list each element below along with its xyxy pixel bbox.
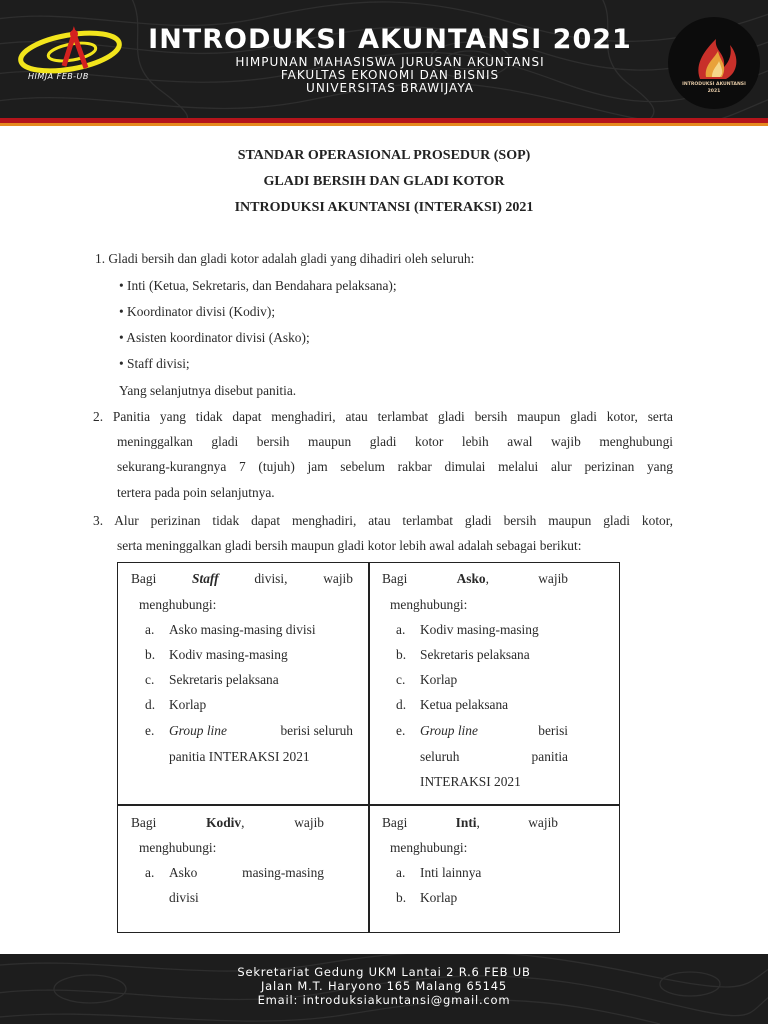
himja-logo-text: HIMJA FEB-UB — [28, 72, 89, 81]
interaksi-logo — [668, 17, 760, 109]
kodiv-suffix: , — [241, 815, 245, 830]
asko-item-a: Kodiv masing-masing — [420, 622, 539, 637]
staff-wajib: wajib — [323, 571, 353, 586]
footer-address-line-2: Jalan M.T. Haryono 165 Malang 65145 — [260, 979, 508, 993]
staff-item-e-line-1 — [169, 718, 353, 743]
item-3-line-1: 3. Alur perizinan tidak dapat menghadiri, atau terlambat gladi bersih maupun gladi kotor, — [93, 513, 673, 528]
header-banner — [0, 0, 768, 118]
item-1-text: 1. Gladi bersih dan gladi kotor adalah gladi yang dihadiri oleh seluruh: — [95, 251, 475, 266]
header-title: INTRODUKSI AKUNTANSI 2021 — [148, 24, 632, 55]
inti-item-a: Inti lainnya — [420, 865, 482, 880]
footer-address-line-1: Sekretariat Gedung UKM Lantai 2 R.6 FEB UB — [237, 965, 531, 979]
inti-item-a-marker: a. — [396, 865, 406, 880]
staff-item-b: Kodiv masing-masing — [169, 647, 288, 662]
item-1-bullet-2: • Koordinator divisi (Kodiv); — [119, 304, 276, 319]
interaksi-logo-text-1: INTRODUKSI AKUNTANSI — [682, 82, 746, 87]
flame-emblem-icon — [668, 17, 760, 109]
asko-item-e-marker: e. — [396, 723, 406, 738]
asko-wajib: wajib — [538, 571, 568, 586]
staff-bagi: Bagi — [131, 571, 157, 586]
inti-item-b-marker: b. — [396, 890, 407, 905]
doc-title-line-2: GLADI BERSIH DAN GLADI KOTOR — [263, 174, 505, 189]
inti-item-b: Korlap — [420, 890, 458, 905]
staff-header-line — [131, 566, 353, 591]
asko-suffix: , — [485, 571, 489, 586]
asko-item-d-marker: d. — [396, 697, 407, 712]
asko-item-d: Ketua pelaksana — [420, 697, 509, 712]
staff-item-e-marker: e. — [145, 723, 155, 738]
header-subtitle-3: UNIVERSITAS BRAWIJAYA — [306, 81, 474, 95]
item-1-bullet-1: • Inti (Ketua, Sekretaris, dan Bendahara pelaksana); — [119, 278, 397, 293]
footer-email: Email: introduksiakuntansi@gmail.com — [257, 993, 511, 1007]
interaksi-logo-text-2: 2021 — [707, 89, 721, 94]
header-stripe-orange — [0, 123, 768, 126]
staff-item-e-italic: Group line — [169, 723, 227, 738]
kodiv-item-a-line-2: divisi — [169, 890, 199, 905]
table-column-divider — [368, 562, 370, 933]
staff-item-d-marker: d. — [145, 697, 156, 712]
asko-item-c-marker: c. — [396, 672, 406, 687]
kodiv-item-a-line-1: Asko masing-masing — [169, 865, 324, 880]
header-subtitle-2: FAKULTAS EKONOMI DAN BISNIS — [280, 68, 500, 82]
staff-item-a-marker: a. — [145, 622, 155, 637]
header-subtitle-1: HIMPUNAN MAHASISWA JURUSAN AKUNTANSI — [235, 55, 545, 69]
asko-item-e-line-1 — [420, 718, 568, 743]
staff-item-e-rest1: berisi seluruh — [280, 723, 353, 738]
asko-item-c: Korlap — [420, 672, 458, 687]
inti-bagi: Bagi — [382, 815, 408, 830]
asko-menghubungi: menghubungi: — [390, 597, 468, 612]
staff-menghubungi: menghubungi: — [139, 597, 217, 612]
asko-item-e-rest1: berisi — [538, 723, 568, 738]
asko-bagi: Bagi — [382, 571, 408, 586]
item-1-bullet-3: • Asisten koordinator divisi (Asko); — [119, 330, 310, 345]
item-3-line-2: serta meninggalkan gladi bersih maupun gladi kotor lebih awal adalah sebagai berikut: — [117, 538, 582, 553]
item-2-line-3: sekurang-kurangnya 7 (tujuh) jam sebelum rakbar dimulai melalui alur perizinan yang — [117, 459, 673, 474]
item-1-bullet-4: • Staff divisi; — [119, 356, 190, 371]
asko-item-e-line-3: INTERAKSI 2021 — [420, 774, 521, 789]
staff-role: Staff — [192, 571, 219, 586]
inti-role: Inti — [455, 815, 477, 830]
asko-item-a-marker: a. — [396, 622, 406, 637]
staff-item-d: Korlap — [169, 697, 207, 712]
asko-item-b-marker: b. — [396, 647, 407, 662]
kodiv-role: Kodiv — [206, 815, 242, 830]
item-2-line-1: 2. Panitia yang tidak dapat menghadiri, atau terlambat gladi bersih maupun gladi kotor, serta — [93, 409, 673, 424]
doc-title-line-3: INTRODUKSI AKUNTANSI (INTERAKSI) 2021 — [234, 200, 534, 215]
kodiv-menghubungi: menghubungi: — [139, 840, 217, 855]
staff-item-a: Asko masing-masing divisi — [169, 622, 316, 637]
footer-banner — [0, 954, 768, 1024]
kodiv-bagi: Bagi — [131, 815, 157, 830]
inti-wajib: wajib — [528, 815, 558, 830]
table-row-divider — [117, 804, 620, 806]
item-2-line-2: meninggalkan gladi bersih maupun gladi kotor lebih awal wajib menghubungi — [117, 434, 673, 449]
staff-item-c-marker: c. — [145, 672, 155, 687]
staff-item-c: Sekretaris pelaksana — [169, 672, 279, 687]
item-2-line-4: tertera pada poin selanjutnya. — [117, 485, 275, 500]
item-1-after: Yang selanjutnya disebut panitia. — [119, 383, 297, 398]
asko-item-e-line-2: seluruh panitia — [420, 749, 568, 764]
staff-item-b-marker: b. — [145, 647, 156, 662]
kodiv-item-a-marker: a. — [145, 865, 155, 880]
doc-title-line-1: STANDAR OPERASIONAL PROSEDUR (SOP) — [237, 148, 531, 163]
staff-suffix: divisi, — [254, 571, 288, 586]
asko-header-line — [382, 566, 568, 591]
asko-item-e-italic: Group line — [420, 723, 478, 738]
staff-item-e-line-2: panitia INTERAKSI 2021 — [169, 749, 310, 764]
inti-header-line — [382, 810, 558, 835]
kodiv-header-line — [131, 810, 324, 835]
inti-suffix: , — [476, 815, 480, 830]
kodiv-wajib: wajib — [294, 815, 324, 830]
asko-role: Asko — [456, 571, 486, 586]
inti-menghubungi: menghubungi: — [390, 840, 468, 855]
asko-item-b: Sekretaris pelaksana — [420, 647, 530, 662]
